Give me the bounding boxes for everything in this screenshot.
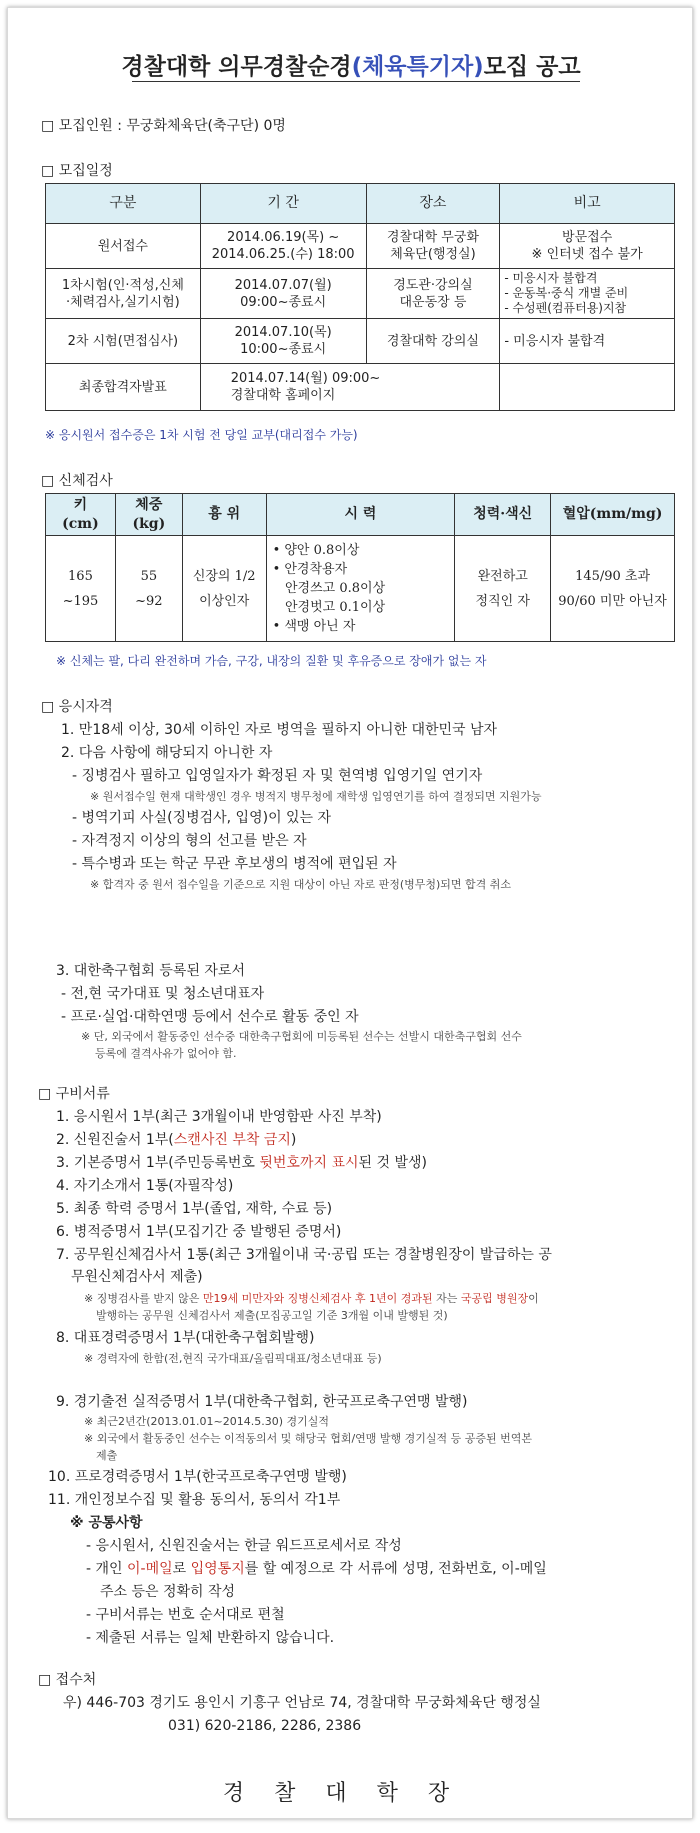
common-note: - 개인 이-메일로 입영통지를 할 예정으로 각 서류에 성명, 전화번호, 이-메일 xyxy=(86,1561,547,1577)
document-item: 8. 대표경력증명서 1부(대한축구협회발행) xyxy=(56,1330,315,1346)
physical-cell-chest: 신장의 1/2 이상인자 xyxy=(182,536,266,642)
physical-cell-hearing: 완전하고 정직인 자 xyxy=(455,536,551,642)
page-title: 경찰대학 의무경찰순경(체육특기자)모집 공고 xyxy=(121,54,581,80)
schedule-cell xyxy=(500,364,675,411)
documents-heading: □ 구비서류 xyxy=(38,1086,110,1102)
schedule-cell: 2014.07.07(월) 09:00~종료시 xyxy=(200,269,366,319)
physical-header-weight: 체중 (kg) xyxy=(115,494,182,536)
document-note: ※ 외국에서 활동중인 선수는 이적동의서 및 해당국 협회/연맹 발행 경기실적 등 공증된 번역본 xyxy=(84,1432,533,1445)
document-item: 3. 기본증명서 1부(주민등록번호 뒷번호까지 표시된 것 발생) xyxy=(56,1155,427,1171)
qualification-line: 1. 만18세 이상, 30세 이하인 자로 병역을 필하지 아니한 대한민국 남자 xyxy=(61,722,498,738)
qualification-note: ※ 단, 외국에서 활동중인 선수중 대한축구협회에 미등록된 선수는 선발시 대한축구협회 선수 xyxy=(81,1030,522,1043)
physical-header-height: 키 (cm) xyxy=(46,494,116,536)
schedule-cell: 원서접수 xyxy=(46,224,201,269)
schedule-cell: - 미응시자 불합격 xyxy=(500,319,675,364)
qualification-line: - 특수병과 또는 학군 무관 후보생의 병적에 편입된 자 xyxy=(72,856,397,872)
physical-cell-bp: 145/90 초과 90/60 미만 아닌자 xyxy=(551,536,675,642)
qualification-note: ※ 원서접수일 현재 대학생인 경우 병적지 병무청에 재학생 입영연기를 하여 결정되면 지원가능 xyxy=(90,790,542,803)
document-item: 10. 프로경력증명서 1부(한국프로축구연맹 발행) xyxy=(48,1469,347,1485)
contact-phone: 031) 620-2186, 2286, 2386 xyxy=(168,1718,362,1734)
document-note: ※ 경력자에 한함(전,현직 국가대표/올림픽대표/청소년대표 등) xyxy=(84,1352,382,1365)
physical-header-row xyxy=(46,494,675,536)
contact-heading: □ 접수처 xyxy=(38,1672,97,1688)
common-note: - 응시원서, 신원진술서는 한글 워드프로세서로 작성 xyxy=(86,1538,402,1554)
schedule-cell: 2차 시험(면접심사) xyxy=(46,319,201,364)
recruit-count: □ 모집인원 : 무궁화체육단(축구단) 0명 xyxy=(41,118,286,134)
document-item: 7. 공무원신체검사서 1통(최근 3개월이내 국·공립 또는 경찰병원장이 발급하는 공 xyxy=(56,1247,552,1263)
common-note-cont: 주소 등은 정확히 작성 xyxy=(100,1584,236,1600)
schedule-header-period: 기 간 xyxy=(200,184,366,224)
schedule-cell: 경도관·강의실 대운동장 등 xyxy=(366,269,500,319)
schedule-header-row xyxy=(46,184,675,224)
table-row xyxy=(46,536,675,642)
table-row xyxy=(46,269,675,319)
physical-heading: □ 신체검사 xyxy=(41,473,113,489)
table-row xyxy=(46,319,675,364)
schedule-cell: 2014.06.19(목) ~ 2014.06.25.(수) 18:00 xyxy=(200,224,366,269)
physical-cell-vision: • 양안 0.8이상 • 안경착용자 안경쓰고 0.8이상 안경벗고 0.1이상 • 색맹 아닌 자 xyxy=(266,536,455,642)
schedule-cell: - 미응시자 불합격 - 운동복·중식 개별 준비 - 수성펜(컴퓨터용)지참 xyxy=(500,269,675,319)
qualification-note: ※ 합격자 중 원서 접수일을 기준으로 지원 대상이 아닌 자로 판정(병무청)되면 합격 취소 xyxy=(90,878,512,891)
document-item: 9. 경기출전 실적증명서 1부(대한축구협회, 한국프로축구연맹 발행) xyxy=(56,1394,468,1410)
qualification-line: - 전,현 국가대표 및 청소년대표자 xyxy=(61,986,265,1002)
schedule-header-category: 구분 xyxy=(46,184,201,224)
issuer-signature: 경찰대학장 xyxy=(222,1781,480,1806)
notice-document xyxy=(7,7,693,1819)
schedule-heading: □ 모집일정 xyxy=(41,163,113,179)
schedule-cell: 2014.07.14(월) 09:00~ 경찰대학 홈페이지 xyxy=(200,364,500,411)
physical-header-vision: 시 력 xyxy=(266,494,455,536)
qualification-line: 3. 대한축구협회 등록된 자로서 xyxy=(56,963,245,979)
schedule-cell: 1차시험(인·적성,신체 ·체력검사,실기시험) xyxy=(46,269,201,319)
physical-table xyxy=(45,493,675,642)
contact-address: 우) 446-703 경기도 용인시 기흥구 언남로 74, 경찰대학 무궁화체육단 행정실 xyxy=(63,1695,541,1711)
physical-note: ※ 신체는 팔, 다리 완전하며 가슴, 구강, 내장의 질환 및 후유증으로 장애가 없는 자 xyxy=(56,654,487,668)
schedule-cell: 최종합격자발표 xyxy=(46,364,201,411)
qualification-line: - 프로·실업·대학연맹 등에서 선수로 활동 중인 자 xyxy=(61,1009,359,1025)
document-note: 제출 xyxy=(96,1449,118,1462)
qualification-line: - 징병검사 필하고 입영일자가 확정된 자 및 현역병 입영기일 연기자 xyxy=(72,768,483,784)
physical-header-chest: 흉 위 xyxy=(182,494,266,536)
document-item: 5. 최종 학력 증명서 1부(졸업, 재학, 수료 등) xyxy=(56,1201,333,1217)
document-note: ※ 최근2년간(2013.01.01~2014.5.30) 경기실적 xyxy=(84,1415,329,1428)
document-note: 발행하는 공무원 신체검사서 제출(모집공고일 기준 3개월 이내 발행된 것) xyxy=(96,1309,448,1322)
document-item: 11. 개인정보수집 및 활용 동의서, 동의서 각1부 xyxy=(48,1492,341,1508)
document-item: 6. 병적증명서 1부(모집기간 중 발행된 증명서) xyxy=(56,1224,342,1240)
qualification-line: 2. 다음 사항에 해당되지 아니한 자 xyxy=(61,745,273,761)
schedule-table xyxy=(45,183,675,411)
common-notes-heading: ※ 공통사항 xyxy=(70,1515,143,1531)
schedule-note: ※ 응시원서 접수증은 1차 시험 전 당일 교부(대리접수 가능) xyxy=(45,428,358,442)
table-row xyxy=(46,224,675,269)
document-item: 4. 자기소개서 1통(자필작성) xyxy=(56,1178,234,1194)
physical-cell-weight: 55 ~92 xyxy=(115,536,182,642)
document-item-cont: 무원신체검사서 제출) xyxy=(71,1269,203,1285)
schedule-header-remarks: 비고 xyxy=(500,184,675,224)
schedule-cell: 경찰대학 무궁화 체육단(행정실) xyxy=(366,224,500,269)
qualification-note: 등록에 결격사유가 없어야 함. xyxy=(95,1047,237,1060)
qualification-line: - 자격정지 이상의 형의 선고를 받은 자 xyxy=(72,833,307,849)
document-item: 1. 응시원서 1부(최근 3개월이내 반영함판 사진 부착) xyxy=(56,1109,382,1125)
document-note: ※ 징병검사를 받지 않은 만19세 미만자와 징병신체검사 후 1년이 경과된 자는 국공립 병원장이 xyxy=(84,1292,539,1305)
schedule-cell: 2014.07.10(목) 10:00~종료시 xyxy=(200,319,366,364)
table-row xyxy=(46,364,675,411)
schedule-cell: 방문접수 ※ 인터넷 접수 불가 xyxy=(500,224,675,269)
physical-header-bp: 혈압(mm/mg) xyxy=(551,494,675,536)
physical-header-hearing: 청력·색신 xyxy=(455,494,551,536)
qualification-line: - 병역기피 사실(징병검사, 입영)이 있는 자 xyxy=(72,810,332,826)
physical-cell-height: 165 ~195 xyxy=(46,536,116,642)
document-item: 2. 신원진술서 1부(스캔사진 부착 금지) xyxy=(56,1132,297,1148)
schedule-cell: 경찰대학 강의실 xyxy=(366,319,500,364)
qualification-heading: □ 응시자격 xyxy=(41,699,113,715)
title-underline xyxy=(132,81,580,82)
common-note: - 구비서류는 번호 순서대로 편철 xyxy=(86,1607,285,1623)
common-note: - 제출된 서류는 일체 반환하지 않습니다. xyxy=(86,1630,335,1646)
title-highlight: (체육특기자) xyxy=(351,54,484,80)
schedule-header-place: 장소 xyxy=(366,184,500,224)
